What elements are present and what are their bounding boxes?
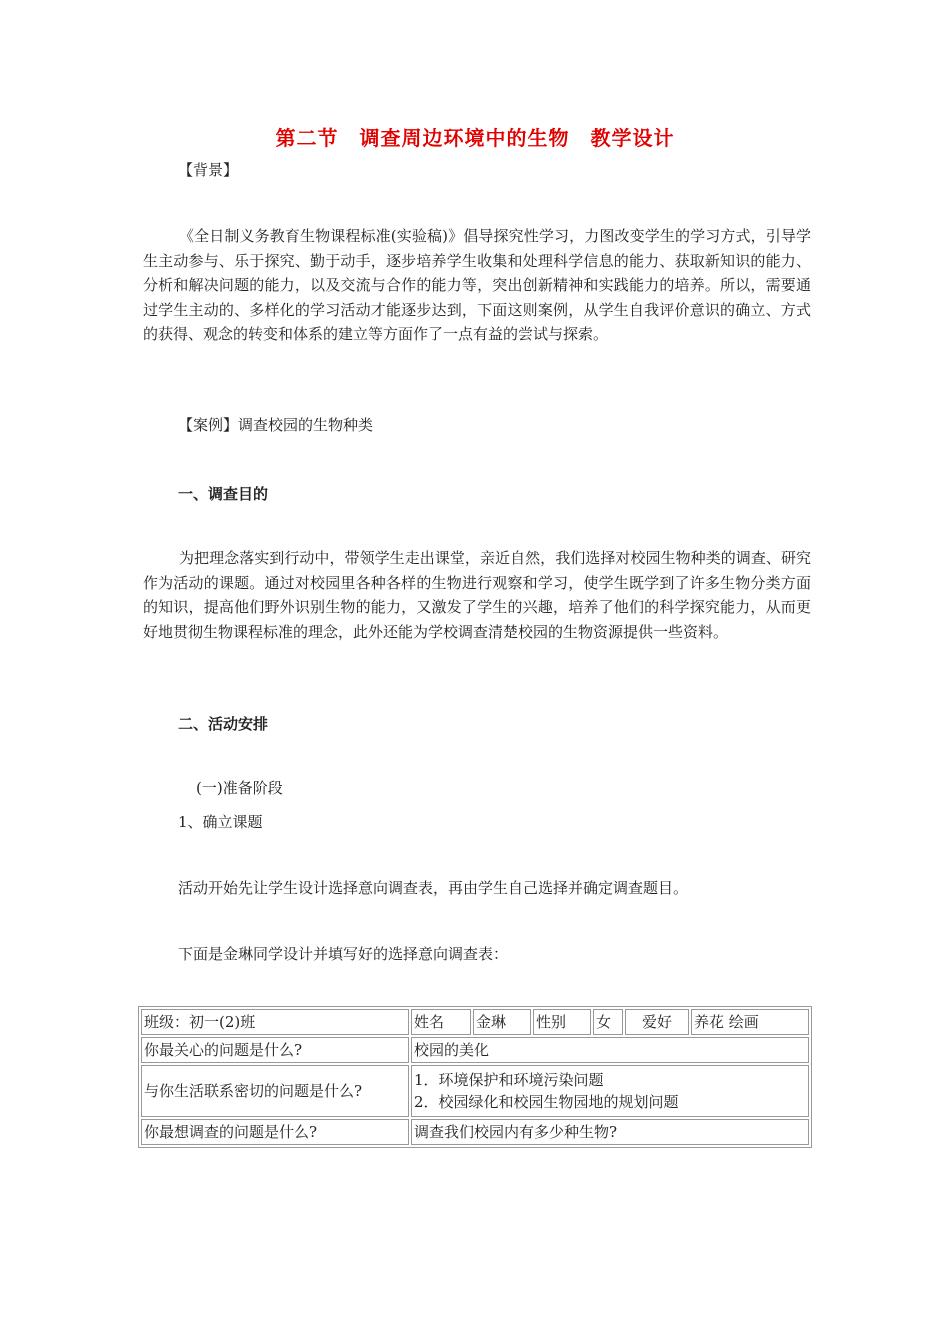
answer-cell — [411, 1065, 809, 1117]
stage-heading: (一)准备阶段 — [196, 779, 283, 797]
hobby-label-cell: 爱好 — [625, 1009, 689, 1035]
question-cell: 与你生活联系密切的问题是什么? — [141, 1065, 409, 1117]
survey-table — [138, 1006, 812, 1148]
gender-label-cell: 性别 — [533, 1009, 591, 1035]
table-row — [141, 1009, 809, 1035]
page-title: 第二节 调查周边环境中的生物 教学设计 — [275, 126, 675, 150]
section1-heading: 一、调查目的 — [178, 485, 269, 503]
case-label: 【案例】调查校园的生物种类 — [178, 416, 374, 434]
table-row — [141, 1037, 809, 1063]
question-cell: 你最关心的问题是什么? — [141, 1037, 409, 1063]
background-paragraph: 《全日制义务教育生物课程标准(实验稿)》倡导探究性学习，力图改变学生的学习方式，引导学生主动参与、乐于探究、勤于动手，逐步培养学生收集和处理科学信息的能力、获取新知识的能力、分析和解决问题的能力，以及交流与合作的能力等，突出创新精神和实践能力的培养。所以，需要通过学生主动的、多样化的学习活动才能逐步达到，下面这则案例，从学生自我评价意识的确立、方式的获得、观念的转变和体系的建立等方面作了一点有益的尝试与探索。 — [143, 227, 811, 343]
step-paragraph: 活动开始先让学生设计选择意向调查表，再由学生自己选择并确定调查题目。 — [178, 879, 689, 897]
table-intro: 下面是金琳同学设计并填写好的选择意向调查表： — [178, 945, 509, 963]
gender-value-cell: 女 — [593, 1009, 623, 1035]
answer-line: 2．校园绿化和校园生物园地的规划问题 — [414, 1093, 679, 1111]
answer-cell: 调查我们校园内有多少种生物? — [411, 1119, 809, 1145]
section1-paragraph: 为把理念落实到行动中，带领学生走出课堂，亲近自然，我们选择对校园生物种类的调查、研究作为活动的课题。通过对校园里各种各样的生物进行观察和学习，使学生既学到了许多生物分类方面的知识，提高他们野外识别生物的能力，又激发了学生的兴趣，培养了他们的科学探究能力，从而更好地贯彻生物课程标准的理念，此外还能为学校调查清楚校园的生物资源提供一些资料。 — [143, 549, 811, 641]
question-cell: 你最想调查的问题是什么? — [141, 1119, 409, 1145]
answer-cell: 校园的美化 — [411, 1037, 809, 1063]
table-row — [141, 1119, 809, 1145]
section2-heading: 二、活动安排 — [178, 715, 269, 733]
class-cell: 班级：初一(2)班 — [141, 1009, 409, 1035]
answer-line: 1．环境保护和环境污染问题 — [414, 1071, 604, 1089]
step-heading: 1、确立课题 — [178, 813, 263, 831]
hobby-value-cell: 养花 绘画 — [691, 1009, 809, 1035]
background-label: 【背景】 — [178, 161, 239, 179]
table-row — [141, 1065, 809, 1117]
name-value-cell: 金琳 — [473, 1009, 531, 1035]
name-label-cell: 姓名 — [411, 1009, 471, 1035]
